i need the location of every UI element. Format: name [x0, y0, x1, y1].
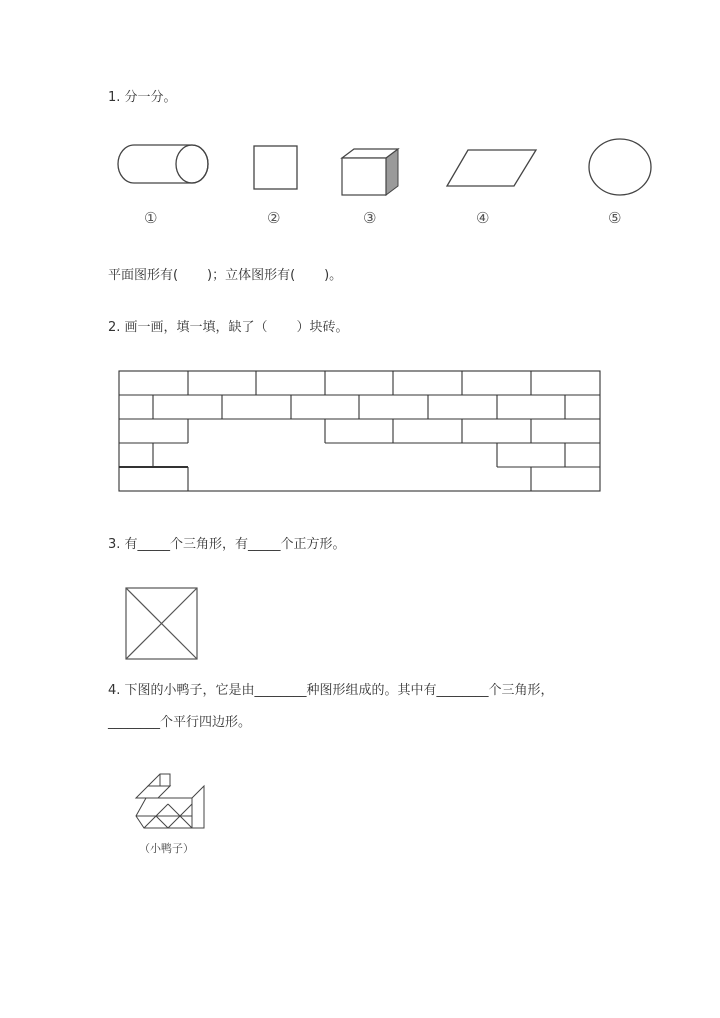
duck-caption: （小鸭子） [139, 842, 194, 855]
shape-label-2: ② [267, 209, 281, 227]
q3-title: 3. 有_____个三角形，有_____个正方形。 [108, 537, 346, 552]
q2-title: 2. 画一画，填一填，缺了（ ）块砖。 [108, 320, 349, 335]
q1-answer-line: 平面图形有( )；立体图形有( )。 [108, 268, 343, 283]
tangram-duck-icon [134, 770, 206, 832]
q1-title: 1. 分一分。 [108, 90, 177, 105]
q4-line2: ________个平行四边形。 [108, 715, 252, 730]
shape-label-3: ③ [363, 209, 377, 227]
shape-label-5: ⑤ [608, 209, 622, 227]
q4-line1: 4. 下图的小鸭子，它是由________种图形组成的。其中有________个三角形， [108, 683, 554, 698]
shape-label-4: ④ [476, 209, 490, 227]
shape-label-1: ① [144, 209, 158, 227]
square-with-diagonals-icon [125, 587, 199, 661]
